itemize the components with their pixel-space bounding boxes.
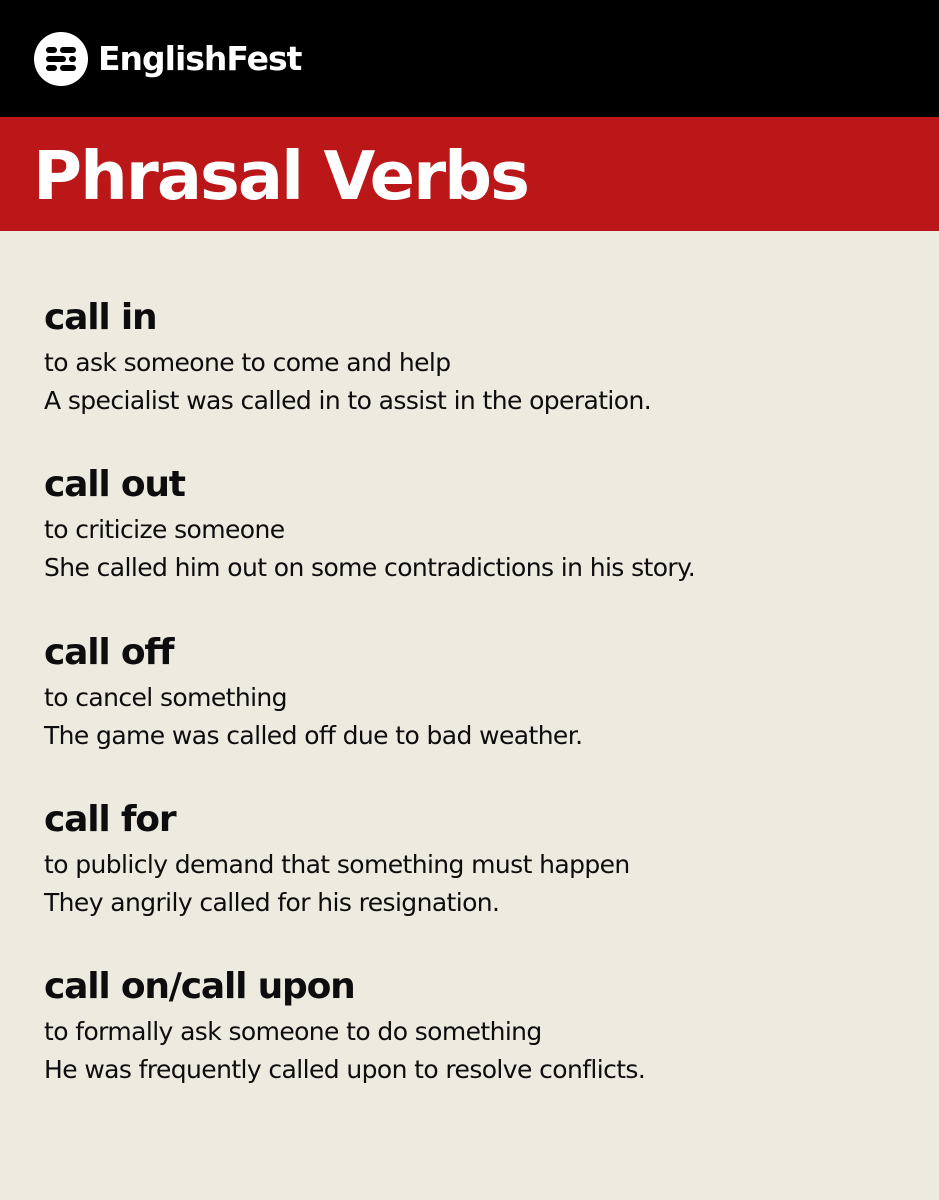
phrasal-verb-entry [44,296,924,420]
page-title: Phrasal Verbs [33,137,528,215]
phrasal-verb-definition: to criticize someone [44,515,285,544]
phrasal-verb-example: She called him out on some contradictions in his story. [44,553,696,582]
phrasal-verb-definition: to cancel something [44,683,287,712]
phrasal-verb-example: A specialist was called in to assist in the operation. [44,386,652,415]
phrasal-verb-term: call on/call upon [44,966,355,1007]
phrasal-verb-entry [44,798,924,922]
phrasal-verb-term: call for [44,799,176,840]
phrasal-verb-term: call off [44,632,174,673]
brand-name: EnglishFest [98,39,302,78]
phrasal-verb-term: call out [44,464,185,505]
phrasal-verb-definition: to publicly demand that something must happen [44,850,630,879]
phrasal-verb-term: call in [44,297,157,338]
header-bar [0,0,939,117]
phrasal-verb-example: The game was called off due to bad weather. [44,721,583,750]
brand-logo [34,32,301,86]
englishfest-logo-icon [34,32,88,86]
phrasal-verb-example: They angrily called for his resignation. [44,888,500,917]
phrasal-verb-definition: to formally ask someone to do something [44,1017,542,1046]
phrasal-verb-entry [44,631,924,755]
phrasal-verb-entry [44,965,924,1089]
phrasal-verb-entry [44,463,924,587]
phrasal-verb-definition: to ask someone to come and help [44,348,451,377]
phrasal-verb-example: He was frequently called upon to resolve conflicts. [44,1055,646,1084]
